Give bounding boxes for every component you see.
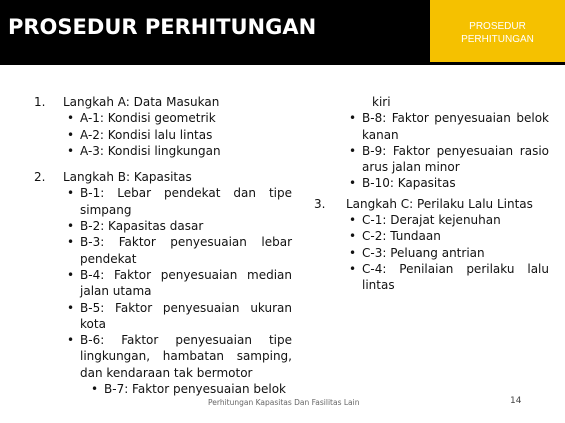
bullet-icon: • [349, 229, 357, 244]
list-item-text: C-1: Derajat kejenuhan [362, 213, 501, 228]
bullet-icon: • [67, 267, 75, 282]
section-tag-line-2: PERHITUNGAN [461, 34, 534, 45]
page-title: PROSEDUR PERHITUNGAN [8, 15, 317, 39]
section-tag [430, 0, 565, 62]
page-number: 14 [510, 396, 522, 406]
list-item [67, 300, 292, 333]
bullet-icon: • [67, 300, 75, 315]
step-3 [314, 196, 549, 212]
list-item [349, 143, 549, 176]
step-2-items-continued [314, 110, 549, 191]
bullet-icon: • [67, 111, 75, 126]
step-3-items [314, 212, 549, 293]
list-item [349, 261, 549, 294]
list-item-text: B-6: Faktor penyesuaian tipe lingkungan, hambatan samping, dan kendaraan tak bermotor [80, 333, 292, 380]
step-1 [34, 94, 292, 110]
list-item [67, 127, 292, 143]
list-item-text: A-2: Kondisi lalu lintas [80, 127, 213, 142]
bullet-icon: • [349, 213, 357, 228]
list-item [67, 185, 292, 218]
bullet-icon: • [67, 143, 75, 158]
list-item [67, 267, 292, 300]
bullet-icon: • [67, 127, 75, 142]
list-item [67, 332, 292, 381]
step-3-number: 3. [314, 196, 326, 211]
list-item-text: B-7: Faktor penyesuaian belok [104, 382, 286, 397]
list-item [91, 381, 292, 397]
step-3-label: Langkah C: Perilaku Lalu Lintas [346, 196, 533, 211]
list-item [67, 218, 292, 234]
bullet-icon: • [349, 261, 357, 276]
step-2-label: Langkah B: Kapasitas [63, 170, 192, 185]
section-tag-line-1: PROSEDUR [469, 21, 526, 32]
step-1-number: 1. [34, 95, 46, 109]
bullet-icon: • [67, 235, 75, 250]
list-item-text: C-2: Tundaan [362, 229, 441, 244]
step-2 [34, 169, 292, 185]
continued-item: kiri [372, 95, 391, 109]
bullet-icon: • [349, 111, 357, 126]
bullet-icon: • [349, 176, 357, 191]
list-item [349, 212, 549, 228]
list-item-text: B-8: Faktor penyesuaian belok kanan [362, 111, 549, 142]
step-2-number: 2. [34, 170, 46, 185]
right-column [314, 94, 549, 294]
list-item [67, 110, 292, 126]
footer-text: Perhitungan Kapasitas Dan Fasilitas Lain [208, 398, 360, 407]
bullet-icon: • [67, 333, 75, 348]
list-item [67, 234, 292, 267]
list-item-text: B-5: Faktor penyesuaian ukuran kota [80, 300, 292, 331]
list-item [349, 245, 549, 261]
list-item [349, 228, 549, 244]
step-2-items [34, 185, 292, 397]
list-item [349, 175, 549, 191]
step-1-items [34, 110, 292, 159]
bullet-icon: • [67, 219, 75, 234]
bullet-icon: • [349, 245, 357, 260]
list-item [67, 143, 292, 159]
list-item-text: B-1: Lebar pendekat dan tipe simpang [80, 186, 292, 217]
list-item-text: B-9: Faktor penyesuaian rasio arus jalan minor [362, 143, 549, 175]
list-item [349, 110, 549, 143]
list-item-text: B-10: Kapasitas [362, 176, 456, 191]
section-tag-text [430, 20, 565, 46]
bullet-icon: • [349, 143, 357, 158]
bullet-icon: • [67, 186, 75, 201]
list-item-text: A-1: Kondisi geometrik [80, 111, 216, 126]
header-bar [0, 0, 565, 65]
list-item-text: C-4: Penilaian perilaku lalu lintas [362, 261, 549, 293]
list-item-text: A-3: Kondisi lingkungan [80, 143, 221, 158]
step-1-label: Langkah A: Data Masukan [63, 95, 220, 109]
list-item-text: C-3: Peluang antrian [362, 245, 485, 260]
bullet-icon: • [91, 382, 99, 397]
list-item-text: B-2: Kapasitas dasar [80, 219, 204, 234]
left-column [34, 94, 292, 397]
list-item-text: B-4: Faktor penyesuaian median jalan utama [80, 267, 292, 299]
list-item-text: B-3: Faktor penyesuaian lebar pendekat [80, 235, 292, 266]
